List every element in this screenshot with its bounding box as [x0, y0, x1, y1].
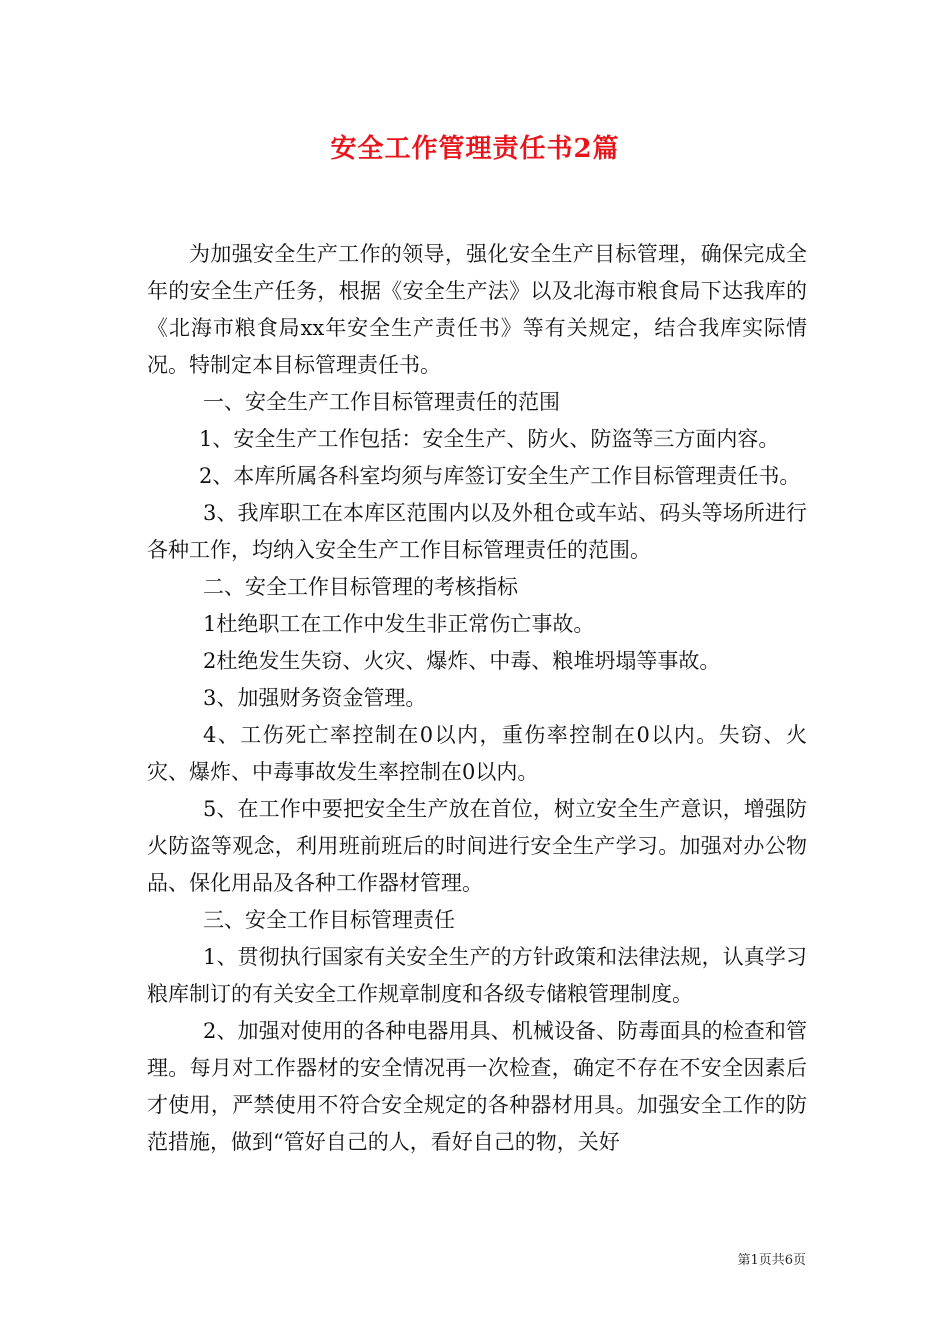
- list-item: 1、贯彻执行国家有关安全生产的方针政策和法律法规，认真学习粮库制订的有关安全工作规章制度和各级专储粮管理制度。: [147, 945, 807, 1006]
- list-item: 3、我库职工在本库区范围内以及外租仓或车站、码头等场所进行各种工作，均纳入安全生产工作目标管理责任的范围。: [147, 501, 807, 562]
- list-item: 3、加强财务资金管理。: [203, 686, 427, 710]
- section-heading-2: 二、安全工作目标管理的考核指标: [203, 575, 518, 599]
- list-item: 2、本库所属各科室均须与库签订安全生产工作目标管理责任书。: [199, 464, 801, 488]
- list-item: 4、工伤死亡率控制在0以内，重伤率控制在0以内。失窃、火灾、爆炸、中毒事故发生率控制在0以内。: [147, 723, 807, 784]
- page-number: 第1页共6页: [737, 1253, 806, 1268]
- section-heading-3: 三、安全工作目标管理责任: [203, 908, 455, 932]
- section-heading-1: 一、安全生产工作目标管理责任的范围: [203, 390, 560, 414]
- list-item: 1、安全生产工作包括：安全生产、防火、防盗等三方面内容。: [199, 427, 780, 451]
- intro-paragraph: 为加强安全生产工作的领导，强化安全生产目标管理，确保完成全年的安全生产任务，根据《安全生产法》以及北海市粮食局下达我库的《北海市粮食局xx年安全生产责任书》等有关规定，结合我库实际情况。特制定本目标管理责任书。: [147, 242, 807, 377]
- list-item: 2杜绝发生失窃、火灾、爆炸、中毒、粮堆坍塌等事故。: [203, 649, 721, 673]
- document-body: [147, 236, 807, 1161]
- list-item: 2、加强对使用的各种电器用具、机械设备、防毒面具的检查和管理。每月对工作器材的安全情况再一次检查，确定不存在不安全因素后才使用，严禁使用不符合安全规定的各种器材用具。加强安全工作的防范措施，做到“管好自己的人，看好自己的物，关好: [147, 1019, 807, 1154]
- page-title: 安全工作管理责任书2篇: [330, 134, 620, 164]
- list-item: 1杜绝职工在工作中发生非正常伤亡事故。: [203, 612, 595, 636]
- list-item: 5、在工作中要把安全生产放在首位，树立安全生产意识，增强防火防盗等观念，利用班前班后的时间进行安全生产学习。加强对办公物品、保化用品及各种工作器材管理。: [147, 797, 807, 895]
